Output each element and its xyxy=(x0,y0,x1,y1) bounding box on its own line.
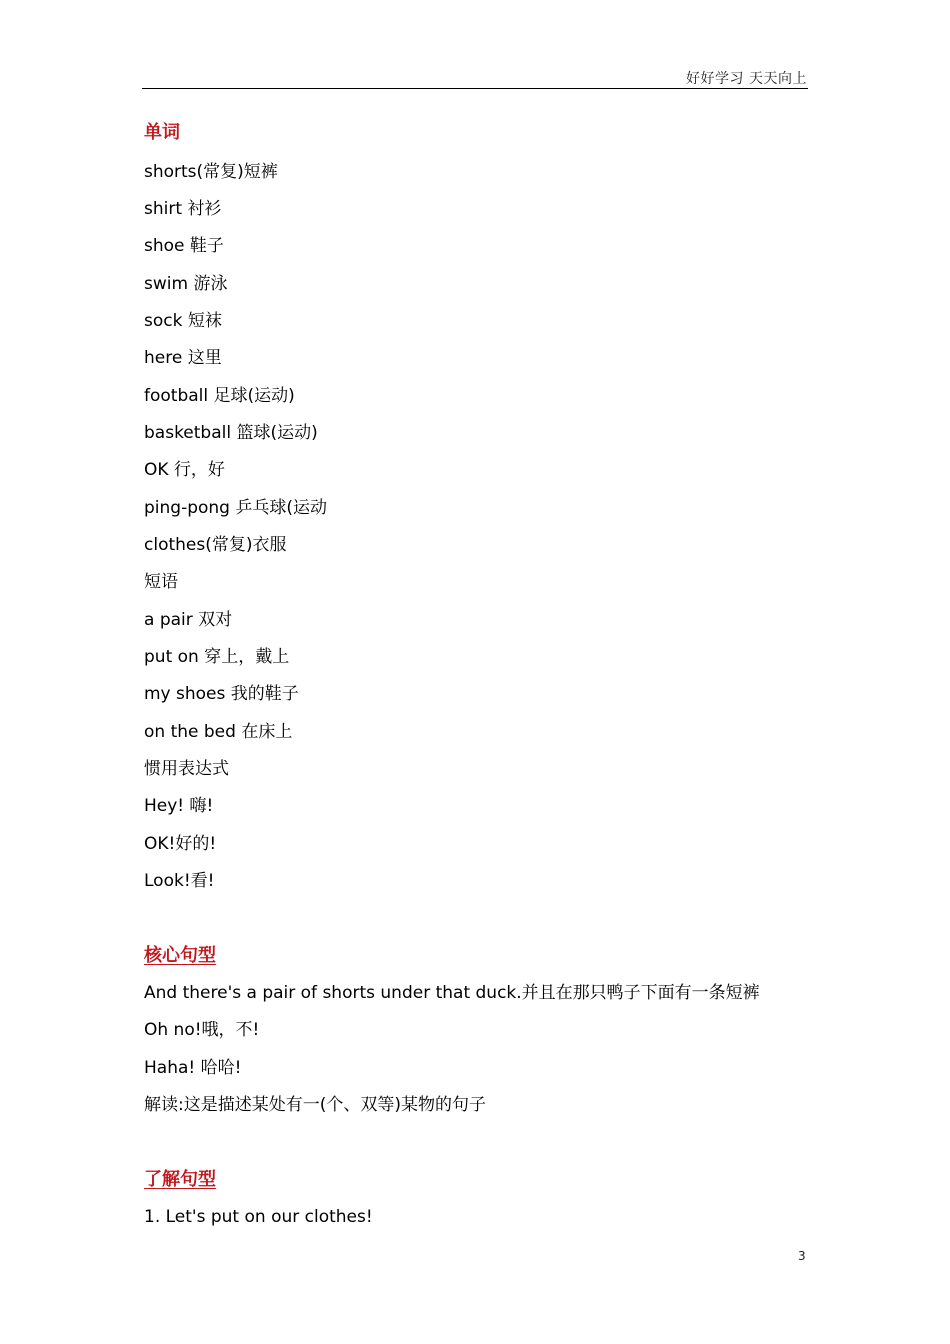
expression-item: Hey! 嗨! xyxy=(144,796,214,816)
understand-heading: 了解句型 xyxy=(144,1169,216,1190)
core-sentence: And there's a pair of shorts under that duck.并且在那只鸭子下面有一条短裤 xyxy=(144,983,760,1003)
vocab-item: ping-pong 乒乓球(运动 xyxy=(144,498,328,518)
vocab-heading: 单词 xyxy=(144,122,180,143)
header-text: 好好学习 天天向上 xyxy=(686,71,807,87)
understand-sentence: 1. Let's put on our clothes! xyxy=(144,1207,373,1227)
vocab-item: clothes(常复)衣服 xyxy=(144,535,287,555)
expressions-heading: 惯用表达式 xyxy=(144,759,229,779)
expression-item: OK!好的! xyxy=(144,834,217,854)
vocab-item: football 足球(运动) xyxy=(144,386,295,406)
header-rule xyxy=(142,88,808,89)
vocab-item: here 这里 xyxy=(144,348,222,368)
core-sentence: 解读:这是描述某处有一(个、双等)某物的句子 xyxy=(144,1095,486,1115)
phrase-item: a pair 双对 xyxy=(144,610,233,630)
core-heading: 核心句型 xyxy=(144,945,216,966)
page-number: 3 xyxy=(798,1249,806,1263)
expression-item: Look!看! xyxy=(144,871,215,891)
vocab-item: sock 短袜 xyxy=(144,311,222,331)
phrases-heading: 短语 xyxy=(144,572,178,592)
vocab-item: swim 游泳 xyxy=(144,274,228,294)
core-sentence: Haha! 哈哈! xyxy=(144,1058,242,1078)
vocab-item: basketball 篮球(运动) xyxy=(144,423,318,443)
vocab-item: shoe 鞋子 xyxy=(144,236,224,256)
phrase-item: on the bed 在床上 xyxy=(144,722,293,742)
phrase-item: my shoes 我的鞋子 xyxy=(144,684,299,704)
core-sentence: Oh no!哦，不! xyxy=(144,1020,260,1040)
vocab-item: OK 行，好 xyxy=(144,460,225,480)
vocab-item: shirt 衬衫 xyxy=(144,199,222,219)
vocab-item: shorts(常复)短裤 xyxy=(144,162,278,182)
phrase-item: put on 穿上，戴上 xyxy=(144,647,290,667)
